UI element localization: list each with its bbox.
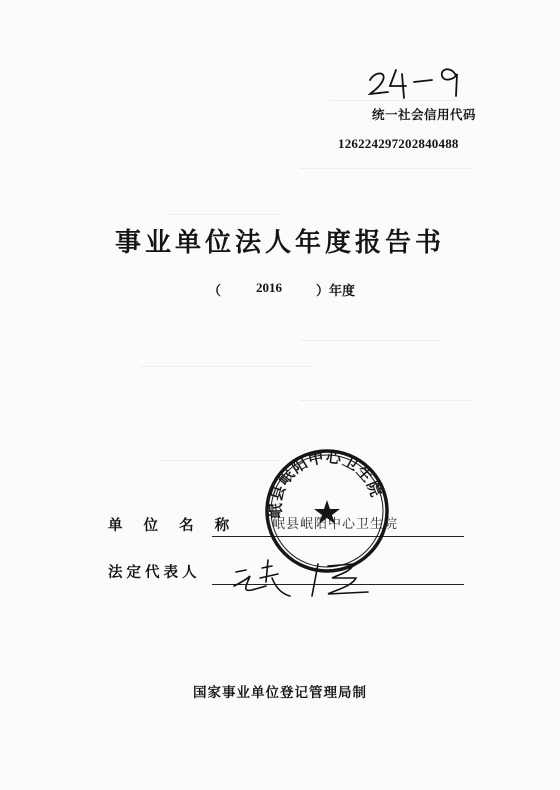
credit-code-label: 统一社会信用代码	[372, 107, 477, 122]
bleed-line	[300, 400, 470, 401]
legal-rep-label: 法定代表人	[108, 565, 201, 581]
credit-code-value: 126224297202840488	[338, 136, 459, 151]
year-suffix: ）年度	[316, 284, 356, 299]
year-open-paren: （	[208, 284, 222, 299]
handwritten-note	[362, 62, 472, 102]
bleed-line	[140, 366, 310, 367]
unit-name-label: 单 位 名 称	[108, 518, 238, 534]
bleed-line	[300, 340, 440, 341]
issuing-authority: 国家事业单位登记管理局制	[193, 685, 367, 701]
report-title: 事业单位法人年度报告书	[114, 228, 445, 258]
bleed-line	[300, 168, 470, 169]
legal-rep-signature	[232, 556, 382, 600]
seal-text: 岷县岷阳中心卫生院	[266, 447, 386, 519]
report-year-line	[0, 280, 560, 300]
bleed-line	[170, 214, 280, 215]
report-year: 2016	[256, 280, 282, 295]
unit-name-value: 岷县岷阳中心卫生院	[272, 517, 399, 532]
